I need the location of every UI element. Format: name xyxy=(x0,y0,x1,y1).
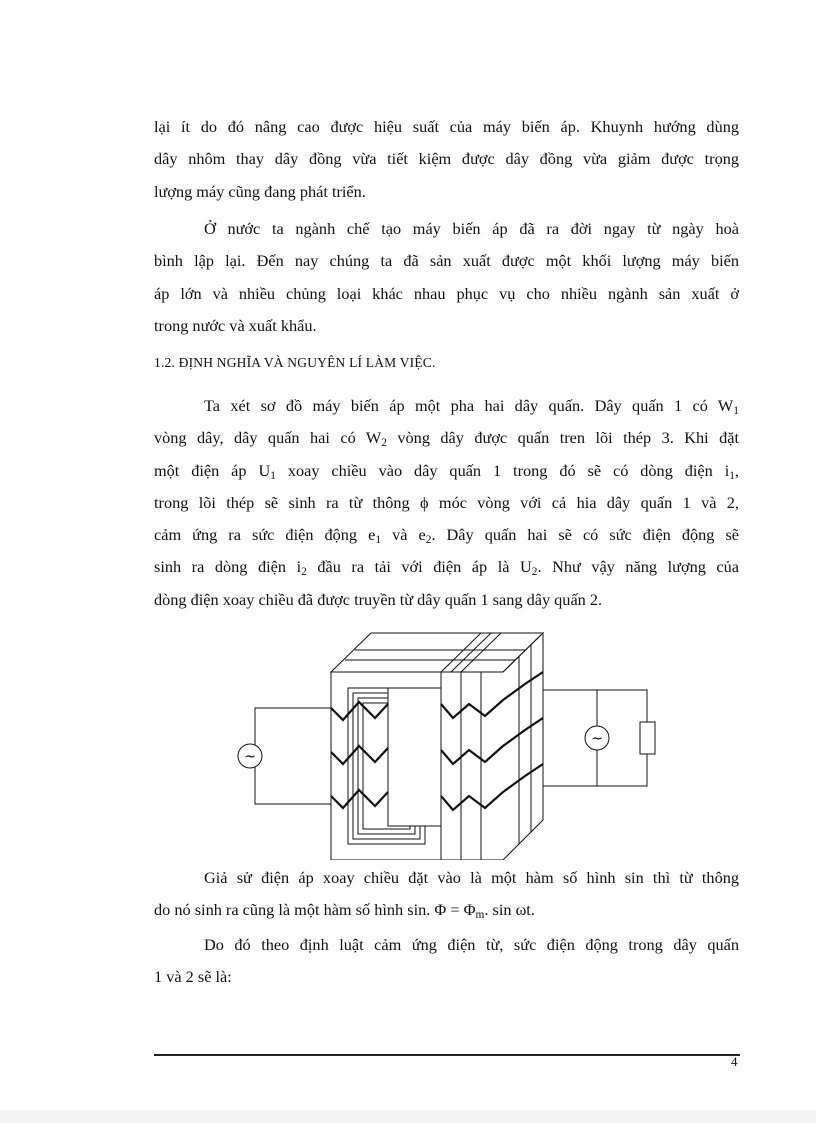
secondary-winding xyxy=(441,672,543,718)
primary-circuit xyxy=(255,708,331,804)
text-line: sinh ra dòng điện $i_2$ đầu ra tải với điện áp là $U_2$. Như vậy năng lượng của xyxy=(154,557,739,579)
load-resistor xyxy=(640,722,655,754)
primary-winding xyxy=(331,702,388,720)
text-line: lại ít do đó nâng cao được hiệu suất của máy biến áp. Khuynh hướng dùng xyxy=(154,117,739,136)
paragraph-1 xyxy=(154,111,739,208)
page-number: 4 xyxy=(731,1054,738,1069)
text-line: dòng điện xoay chiều đã được truyền từ dây quấn 1 sang dây quấn 2. xyxy=(154,589,603,609)
text-line: 1 và 2 sẽ là: xyxy=(154,967,232,987)
text-line: cảm ứng ra sức điện động $e_1$ và $e_2$. Dây quấn hai sẽ có sức điện động sẽ xyxy=(154,525,740,547)
text-line: lượng máy cũng đang phát triển. xyxy=(154,181,366,201)
text-line: trong lõi thép sẽ sinh ra từ thông ϕ móc vòng với cả hia dây quấn 1 và 2, xyxy=(154,492,739,512)
paragraph-3 xyxy=(154,390,739,616)
text-line: do nó sinh ra cũng là một hàm số hình sin. $\Phi = \Phi_m$. sin ωt. xyxy=(154,900,535,922)
meter-symbol: ~ xyxy=(591,731,603,747)
footer-rule xyxy=(154,1054,740,1056)
transformer-diagram xyxy=(235,630,665,860)
text-line: vòng dây, dây quấn hai có $W_2$ vòng dây được quấn tren lõi thép 3. Khi đặt xyxy=(154,428,739,450)
text-line: Ta xét sơ đồ máy biến áp một pha hai dây quấn. Dây quấn 1 có $W_1$ xyxy=(204,396,739,417)
source-symbol: ~ xyxy=(244,749,256,765)
text-line: một điện áp $U_1$ xoay chiều vào dây quấn 1 trong đó sẽ có dòng điện $i_1$, xyxy=(154,460,739,482)
text-line: bình lập lại. Đến nay chúng ta đã sản xuất được một khối lượng máy biến xyxy=(154,251,739,271)
core-window xyxy=(388,688,441,826)
text-line: Do đó theo định luật cảm ứng điện từ, sức điện động trong dây quấn xyxy=(204,935,739,954)
paragraph-2 xyxy=(154,213,739,342)
section-heading: 1.2. ĐỊNH NGHĨA VÀ NGUYÊN LÍ LÀM VIỆC. xyxy=(154,355,436,370)
page-bottom-edge xyxy=(0,1110,816,1123)
paragraph-5 xyxy=(154,929,739,994)
core-top xyxy=(331,633,543,672)
text-line: Ở nước ta ngành chế tạo máy biến áp đã ra đời ngay từ ngày hoà xyxy=(204,219,739,238)
paragraph-4 xyxy=(154,862,739,927)
text-line: trong nước và xuất khẩu. xyxy=(154,315,317,335)
text-line: áp lớn và nhiều chủng loại khác nhau phục vụ cho nhiều ngành sản xuất ở xyxy=(154,283,739,303)
text-line: Giả sử điện áp xoay chiều đặt vào là một hàm số hình sin thì từ thông xyxy=(204,868,739,887)
text-line: dây nhôm thay dây đồng vừa tiết kiệm được dây đồng vừa giảm được trọng xyxy=(154,149,739,169)
